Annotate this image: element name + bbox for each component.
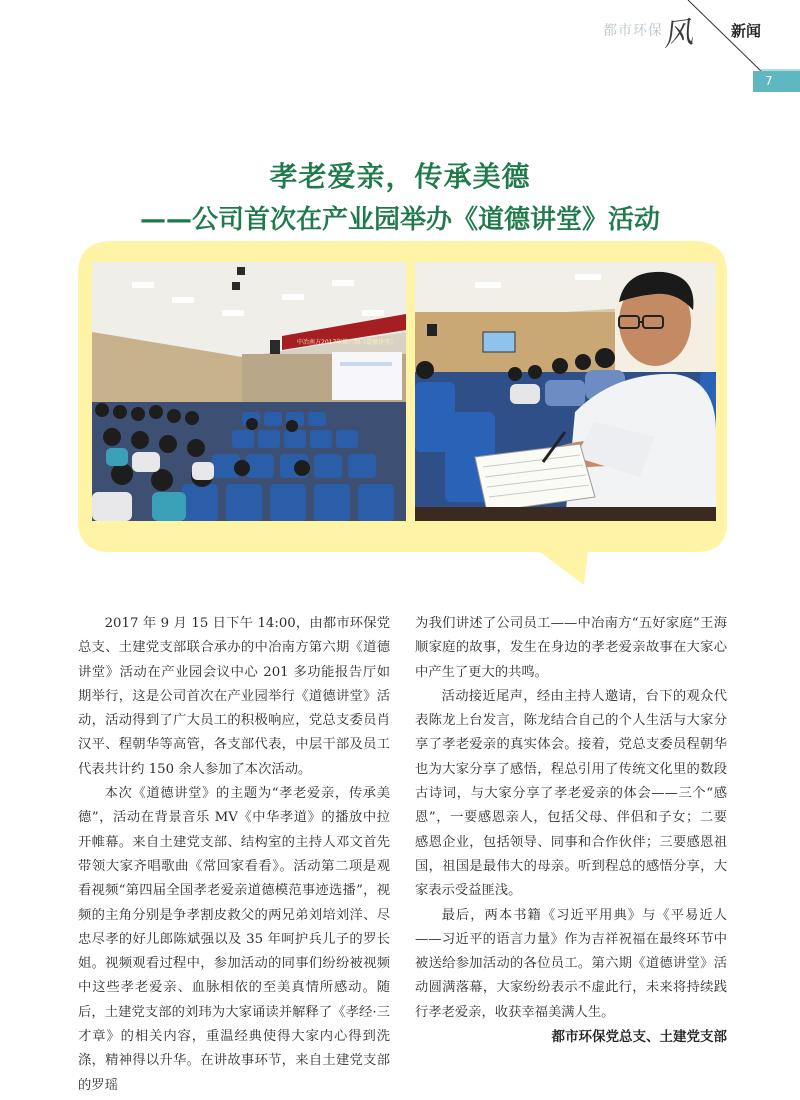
article-column-left <box>78 612 390 1098</box>
photo-attendee-writing <box>415 262 716 521</box>
article-signature: 都市环保党总支、土建党支部 <box>551 1029 727 1046</box>
article-title: 孝老爱亲，传承美德 <box>269 160 531 193</box>
article-paragraph-1: 2017 年 9 月 15 日下午 14:00，由都市环保党总支、土建党支部联合承办的中冶南方第六期《道德讲堂》活动在产业园会议中心 201 多功能报告厅如期举行，这是公司首次在产业园举行《道德讲堂》活动，活动得到了广大员工的积极响应，党总支委员肖汉平、程朝华等高管，各支部代表，中层干部及员工代表共计约 150 余人参加了本次活动。 <box>78 616 390 777</box>
article-paragraph-4: 最后，两本书籍《习近平用典》与《平易近人——习近平的语言力量》作为吉祥祝福在最终环节中被送给参加活动的各位员工。第六期《道德讲堂》活动圆满落幕，大家纷纷表示不虚此行，未来将持续践行孝老爱亲，收获幸福美满人生。 <box>415 907 727 1020</box>
article-paragraph-2-continued: 为我们讲述了公司员工——中冶南方“五好家庭”王海顺家庭的故事，发生在身边的孝老爱亲故事在大家心中产生了更大的共鸣。 <box>415 616 727 680</box>
magazine-brand: 都市环保 <box>603 23 663 39</box>
magazine-brand-script: 风 <box>660 15 695 54</box>
section-label: 新闻 <box>731 22 762 40</box>
article-paragraph-2: 本次《道德讲堂》的主题为“孝老爱亲，传承美德”，活动在背景音乐 MV《中华孝道》的播放中拉开帷幕。来自土建党支部、结构室的主持人邓文首先带领大家齐唱歌曲《常回家看看》。活动第二项是观看视频“第四届全国孝老爱亲道德模范事迹选播”，视频的主角分别是争孝割皮救父的两兄弟刘培刘洋、尽忠尽孝的好儿郎陈斌强以及 35 年呵护兵儿子的罗长姐。视频观看过程中，参加活动的同事们纷纷被视频中这些孝老爱亲、血脉相依的至美真情所感动。随后，土建党支部的刘玮为大家诵读并解释了《孝经·三才章》的相关内容，重温经典使得大家内心得到洗涤，精神得以升华。在讲故事环节，来自土建党支部的罗瑶 <box>78 786 390 1093</box>
photo-auditorium <box>92 262 406 521</box>
stage-banner-text: 中冶南方2017年第六期《道德讲堂》 <box>297 339 397 346</box>
page-number: 7 <box>753 71 800 92</box>
article-paragraph-3: 活动接近尾声，经由主持人邀请，台下的观众代表陈龙上台发言，陈龙结合自己的个人生活与大家分享了孝老爱亲的真实体会。接着，党总支委员程朝华也为大家分享了感悟，程总引用了传统文化里的数段古诗词，与大家分享了孝老爱亲的体会——三个“感恩”，一要感恩亲人，包括父母、伴侣和子女；二要感恩企业，包括领导、同事和合作伙伴；三要感恩祖国，祖国是最伟大的母亲。听到程总的感悟分享，大家表示受益匪浅。 <box>415 688 727 899</box>
article-column-right <box>415 612 727 1049</box>
article-subtitle: ——公司首次在产业园举办《道德讲堂》活动 <box>139 205 660 235</box>
